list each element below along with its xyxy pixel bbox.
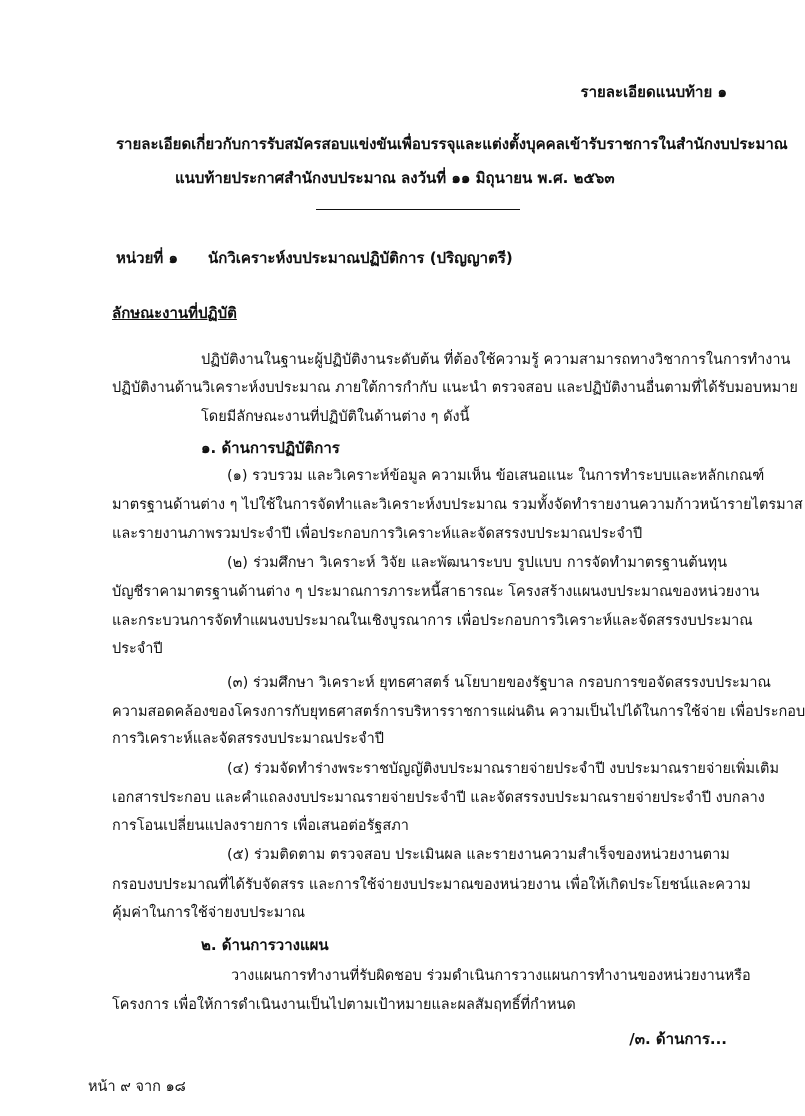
intro-line-1: ปฏิบัติงานในฐานะผู้ปฏิบัติงานระดับต้น ที่ต้องใช้ความรู้ ความสามารถทางวิชาการในการทำงาน — [201, 352, 791, 368]
continuation-note: /๓. ด้านการ... — [629, 1030, 727, 1048]
item5-line1: (๕) ร่วมติดตาม ตรวจสอบ ประเมินผล และรายงานความสำเร็จของหน่วยงานตาม — [227, 847, 730, 863]
page-number: หน้า ๙ จาก ๑๘ — [88, 1079, 186, 1095]
item4-line3: การโอนเปลี่ยนแปลงรายการ เพื่อเสนอต่อรัฐสภา — [112, 818, 409, 834]
attachment-label: รายละเอียดแนบท้าย ๑ — [580, 83, 727, 101]
unit-label: หน่วยที่ ๑ — [116, 249, 178, 267]
item2-line3: และกระบวนการจัดทำแผนงบประมาณในเชิงบูรณาการ เพื่อประกอบการวิเคราะห์และจัดสรรงบประมาณ — [112, 613, 753, 629]
item5-line3: คุ้มค่าในการใช้จ่ายงบประมาณ — [112, 905, 306, 921]
item2-line4: ประจำปี — [112, 641, 163, 657]
item3-line3: การวิเคราะห์และจัดสรรงบประมาณประจำปี — [112, 731, 384, 747]
job-section-heading: ลักษณะงานที่ปฏิบัติ — [112, 304, 237, 322]
page-title-line1: รายละเอียดเกี่ยวกับการรับสมัครสอบแข่งขันเพื่อบรรจุและแต่งตั้งบุคคลเข้ารับราชการในสำนักงบประมาณ — [116, 135, 788, 153]
item5-line2: กรอบงบประมาณที่ได้รับจัดสรร และการใช้จ่ายงบประมาณของหน่วยงาน เพื่อให้เกิดประโยชน์และความ — [112, 877, 751, 893]
section2-line2: โครงการ เพื่อให้การดำเนินงานเป็นไปตามเป้าหมายและผลสัมฤทธิ์ที่กำหนด — [112, 997, 576, 1013]
item3-line2: ความสอดคล้องของโครงการกับยุทธศาสตร์การบริหารราชการแผ่นดิน ความเป็นไปได้ในการใช้จ่าย เพื่อประกอบ — [112, 704, 805, 720]
intro-line-2: ปฏิบัติงานด้านวิเคราะห์งบประมาณ ภายใต้การกำกับ แนะนำ ตรวจสอบ และปฏิบัติงานอื่นตามที่ได้รับมอบหมาย — [112, 380, 798, 396]
page-title-line2: แนบท้ายประกาศสำนักงบประมาณ ลงวันที่ ๑๑ มิถุนายน พ.ศ. ๒๕๖๓ — [175, 169, 615, 187]
title-divider — [316, 209, 520, 210]
item2-line1: (๒) ร่วมศึกษา วิเคราะห์ วิจัย และพัฒนาระบบ รูปแบบ การจัดทำมาตรฐานต้นทุน — [227, 555, 727, 571]
item1-line2: มาตรฐานด้านต่าง ๆ ไปใช้ในการจัดทำและวิเคราะห์งบประมาณ รวมทั้งจัดทำรายงานความก้าวหน้ารายไตรมาส — [112, 497, 803, 513]
item1-line1: (๑) รวบรวม และวิเคราะห์ข้อมูล ความเห็น ข้อเสนอแนะ ในการทำระบบและหลักเกณฑ์ — [227, 468, 765, 484]
item3-line1: (๓) ร่วมศึกษา วิเคราะห์ ยุทธศาสตร์ นโยบายของรัฐบาล กรอบการขอจัดสรรงบประมาณ — [227, 675, 771, 691]
item4-line1: (๔) ร่วมจัดทำร่างพระราชบัญญัติงบประมาณรายจ่ายประจำปี งบประมาณรายจ่ายเพิ่มเติม — [227, 761, 780, 777]
item2-line2: บัญชีราคามาตรฐานด้านต่าง ๆ ประมาณการภาระหนี้สาธารณะ โครงสร้างแผนงบประมาณของหน่วยงาน — [112, 584, 760, 600]
intro-line-3: โดยมีลักษณะงานที่ปฏิบัติในด้านต่าง ๆ ดังนี้ — [201, 409, 470, 425]
unit-position: นักวิเคราะห์งบประมาณปฏิบัติการ (ปริญญาตรี) — [208, 249, 513, 267]
item4-line2: เอกสารประกอบ และคำแถลงงบประมาณรายจ่ายประจำปี และจัดสรรงบประมาณรายจ่ายประจำปี งบกลาง — [112, 790, 765, 806]
section2-line1: วางแผนการทำงานที่รับผิดชอบ ร่วมดำเนินการวางแผนการทำงานของหน่วยงานหรือ — [231, 968, 751, 984]
section1-heading: ๑. ด้านการปฏิบัติการ — [201, 439, 340, 457]
section2-heading: ๒. ด้านการวางแผน — [201, 936, 329, 954]
item1-line3: และรายงานภาพรวมประจำปี เพื่อประกอบการวิเคราะห์และจัดสรรงบประมาณประจำปี — [112, 526, 643, 542]
